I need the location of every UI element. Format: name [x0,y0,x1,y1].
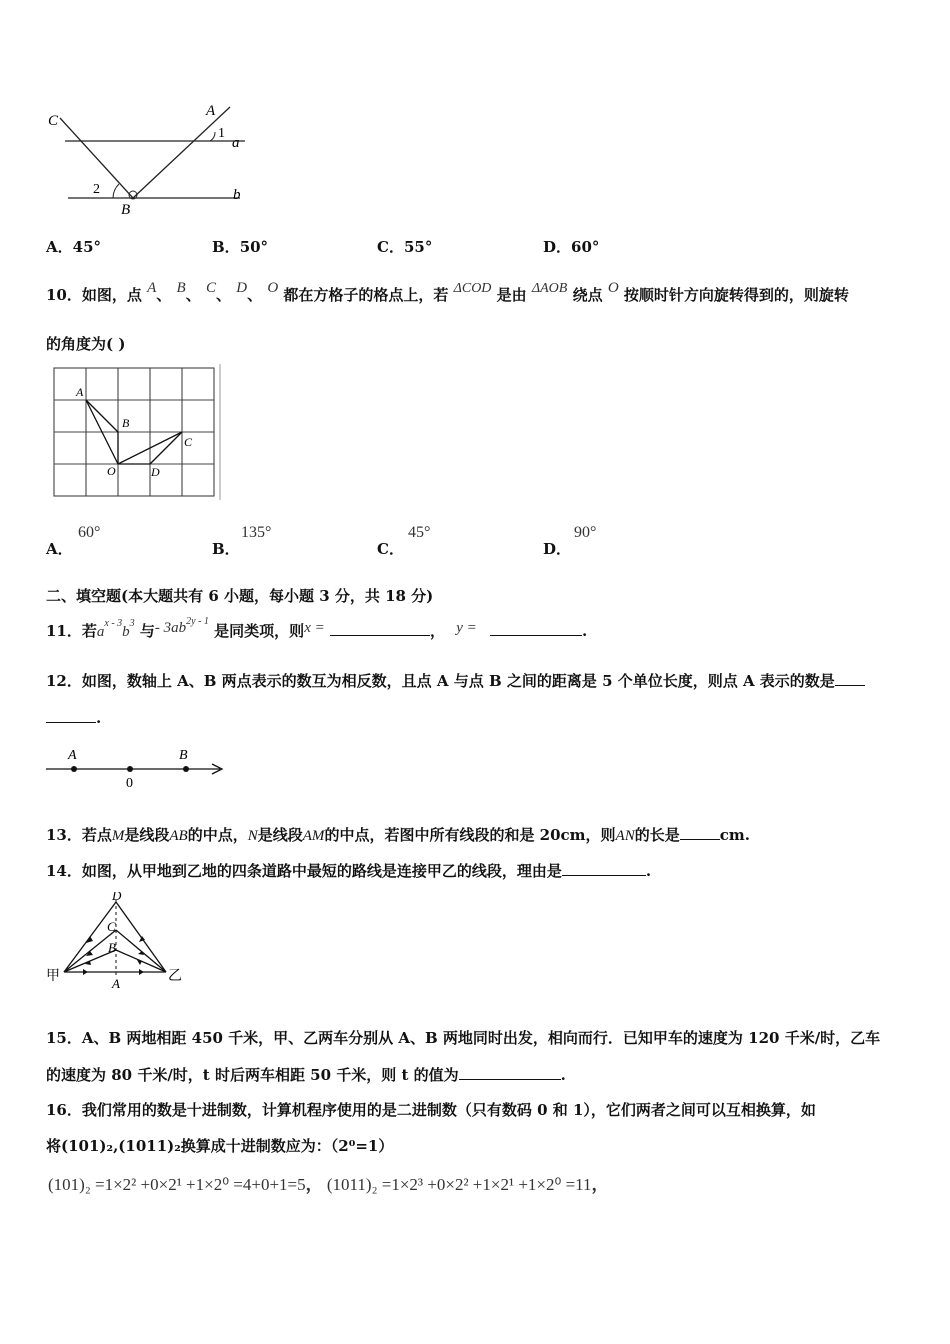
q14-label-D: D [112,892,122,903]
q12-number-line [44,744,229,792]
q12-line1: 12．如图，数轴上 A、B 两点表示的数互为相反数，且点 A 与点 B 之间的距离是 5 个单位长度，则点 A 表示的数是 [46,670,865,691]
q10-grid-figure [50,364,225,504]
q10-option-d-letter: D． [543,540,572,558]
q16-line2: 将(101)₂,(1011)₂换算成十进制数应为：（2⁰=1） [46,1137,394,1155]
q9-option-b: B．50° [212,238,269,256]
q9-label-B: B [121,202,131,218]
q10-option-b-value: 135° [241,524,272,541]
q14-label-jia: 甲 [46,969,60,984]
q11-text: 11．若$a^{x - 3}b^3$ 与- $3ab^{2y - 1}$ 是同类项，则x = ， y = . [46,616,588,640]
q10-label-B: B [122,416,130,430]
q11-y-blank[interactable] [490,621,582,636]
q13-blank[interactable] [680,825,720,840]
q14-label-C: C [107,919,116,934]
q15-line1: 15．A、B 两地相距 450 千米，甲、乙两车分别从 A、B 两地同时出发，相向而行．已知甲车的速度为 120 千米/时，乙车 [46,1029,881,1047]
q12-label-zero: 0 [126,776,133,791]
q16-line1: 16．我们常用的数是十进制数，计算机程序使用的是二进制数（只有数码 0 和 1），它们两者之间可以互相换算，如 [46,1101,816,1119]
q16-eq2: (1011)₂ =1×2³ +0×2² +1×2¹ +1×2⁰ =11 [326,1175,592,1194]
q9-option-a: A．45° [46,238,102,256]
q10-label-O: O [107,464,116,478]
q14-label-B: B [108,940,116,955]
q12-label-B: B [179,748,188,763]
q16-eq1: (101)₂ =1×2² +0×2¹ +1×2⁰ =4+0+1=5 [48,1175,306,1194]
q9-figure [40,95,260,225]
q9-label-2: 2 [93,182,100,197]
q9-option-d: D．60° [543,238,600,256]
q9-label-a: a [232,135,240,151]
q10-label-D: D [151,465,160,479]
q14-label-yi: 乙 [168,969,182,984]
q10-option-a-value: 60° [78,524,101,541]
q11-x-blank[interactable] [330,621,430,636]
q14-roads-figure [44,892,189,992]
q10-option-c-value: 45° [408,524,431,541]
q10-line2: 的角度为( ) [46,335,126,353]
q12-line2: . [46,708,101,727]
q10-line1: 10．如图，点 A、 B、 C、 D、 O 都在方格子的格点上，若 ΔCOD 是由 ΔAOB 绕点 O 按顺时针方向旋转得到的，则旋转 [46,280,849,304]
q10-label-A: A [76,385,84,399]
q10-label-C: C [184,435,193,449]
q16-equations: (101)₂ =1×2² +0×2¹ +1×2⁰ =4+0+1=5， (1011)₂ =1×2³ +0×2² +1×2¹ +1×2⁰ =11， [48,1175,609,1194]
q14-text: 14．如图，从甲地到乙地的四条道路中最短的路线是连接甲乙的线段，理由是 . [46,862,652,880]
q12-blank-b[interactable] [46,708,96,723]
q10-option-b-letter: B． [212,540,240,558]
q14-blank[interactable] [562,861,646,876]
q9-label-A: A [206,103,216,119]
q15-blank[interactable] [459,1065,561,1080]
q9-label-1: 1 [218,126,225,141]
q10-option-c-letter: C． [377,540,404,558]
q9-label-b: b [233,187,241,203]
q12-blank-a[interactable] [835,671,865,686]
q14-label-A: A [112,976,120,991]
q13-text: 13．若点M是线段AB的中点，N是线段AM的中点，若图中所有线段的和是 20cm，则AN的长是 cm. [46,826,750,844]
q12-label-A: A [68,748,77,763]
q9-label-C: C [48,113,59,129]
q10-option-d-value: 90° [574,524,597,541]
q15-line2: 的速度为 80 千米/时，t 时后两车相距 50 千米，则 t 的值为 . [46,1066,566,1084]
q9-option-c: C．55° [377,238,433,256]
section-heading: 二、填空题(本大题共有 6 小题，每小题 3 分，共 18 分) [46,587,434,605]
q10-option-a-letter: A． [46,540,73,558]
